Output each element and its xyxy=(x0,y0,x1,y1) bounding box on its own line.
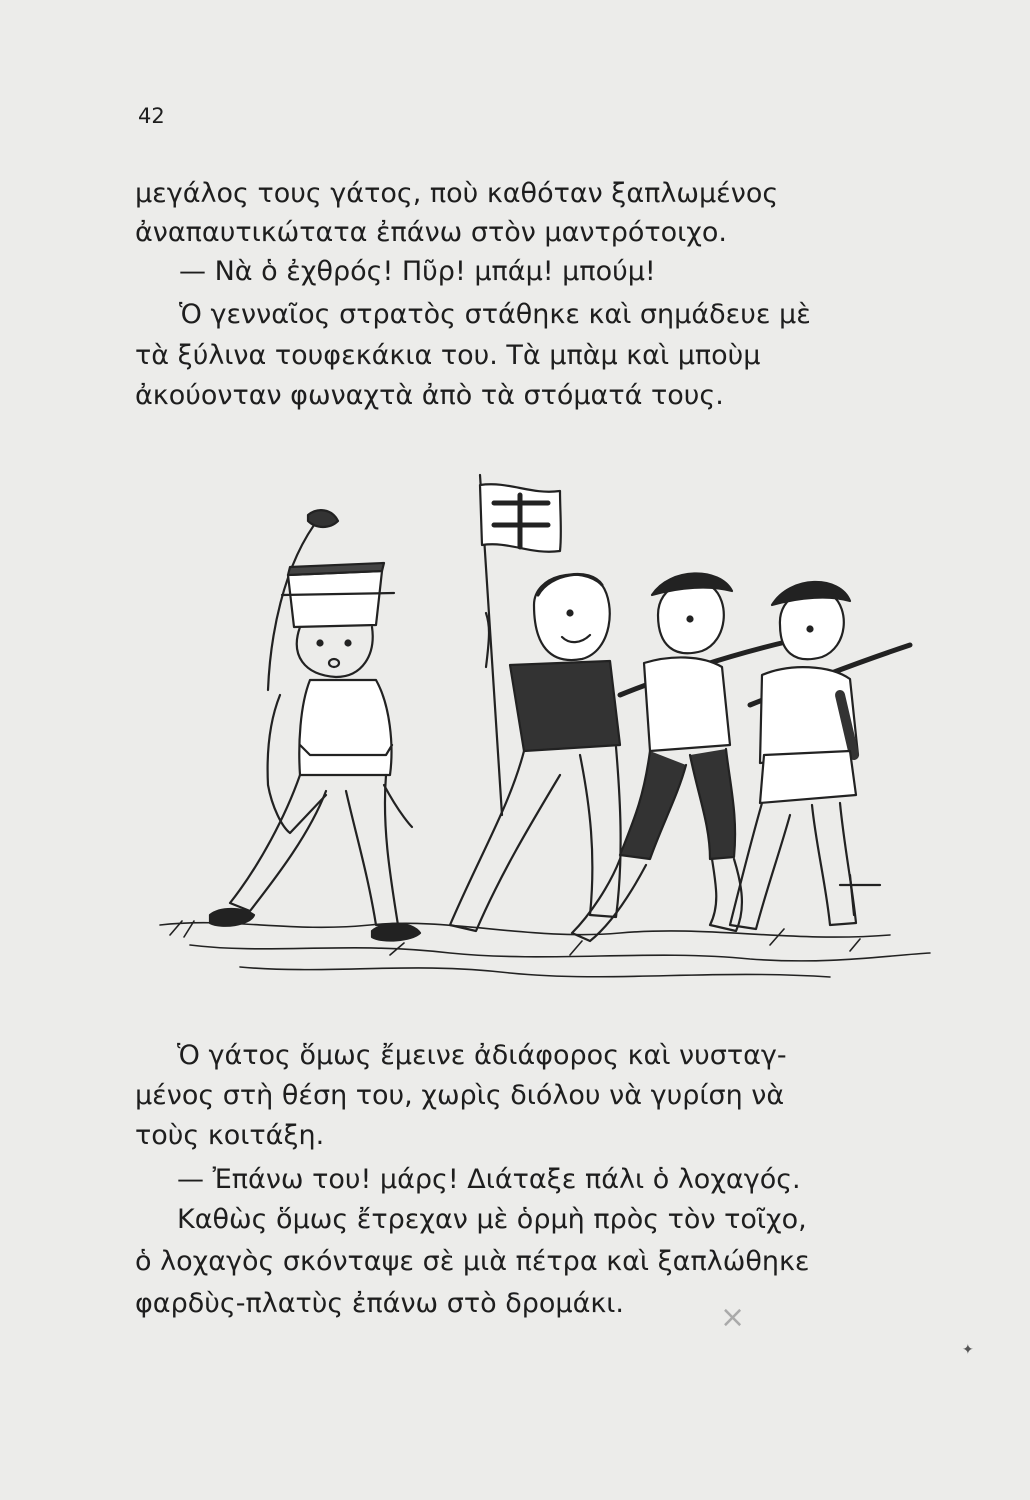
boy-captain xyxy=(210,510,420,940)
text-line: Ὁ γάτος ὅμως ἔμεινε ἀδιάφορος καὶ νυσταγ- xyxy=(177,1040,787,1071)
page-number: 42 xyxy=(138,104,165,128)
text-line: μένος στὴ θέση του, χωρὶς διόλου νὰ γυρίση νὰ xyxy=(135,1080,785,1111)
text-line: μεγάλος τους γάτος, ποὺ καθόταν ξαπλωμένος xyxy=(135,178,779,209)
text-line: — Ἐπάνω του! μάρς! Διάταξε πάλι ὁ λοχαγός. xyxy=(177,1164,801,1195)
text-line: τοὺς κοιτάξη. xyxy=(135,1120,325,1151)
text-line: φαρδὺς-πλατὺς ἐπάνω στὸ δρομάκι. xyxy=(135,1288,624,1319)
text-line: Καθὼς ὅμως ἔτρεχαν μὲ ὁρμὴ πρὸς τὸν τοῖχο, xyxy=(177,1204,807,1235)
pencil-mark-x: × xyxy=(720,1300,746,1335)
text-line: ἀκούονταν φωναχτὰ ἀπὸ τὰ στόματά τους. xyxy=(135,380,724,411)
ground-lines xyxy=(160,921,930,977)
ink-speck: ✦ xyxy=(962,1342,974,1358)
text-line: τὰ ξύλινα τουφεκάκια του. Τὰ μπὰμ καὶ μποὺμ xyxy=(135,340,761,371)
text-line: ἀναπαυτικώτατα ἐπάνω στὸν μαντρότοιχο. xyxy=(135,217,728,248)
text-line: — Νὰ ὁ ἐχθρός! Πῦρ! μπάμ! μπούμ! xyxy=(179,256,656,287)
marching-boys-illustration xyxy=(150,455,940,1000)
boy-rifle-2 xyxy=(730,582,910,929)
boy-flag-bearer xyxy=(450,475,621,931)
text-line: ὁ λοχαγὸς σκόνταψε σὲ μιὰ πέτρα καὶ ξαπλώθηκε xyxy=(135,1246,810,1277)
text-line: Ὁ γενναῖος στρατὸς στάθηκε καὶ σημάδευε μὲ xyxy=(179,299,811,330)
